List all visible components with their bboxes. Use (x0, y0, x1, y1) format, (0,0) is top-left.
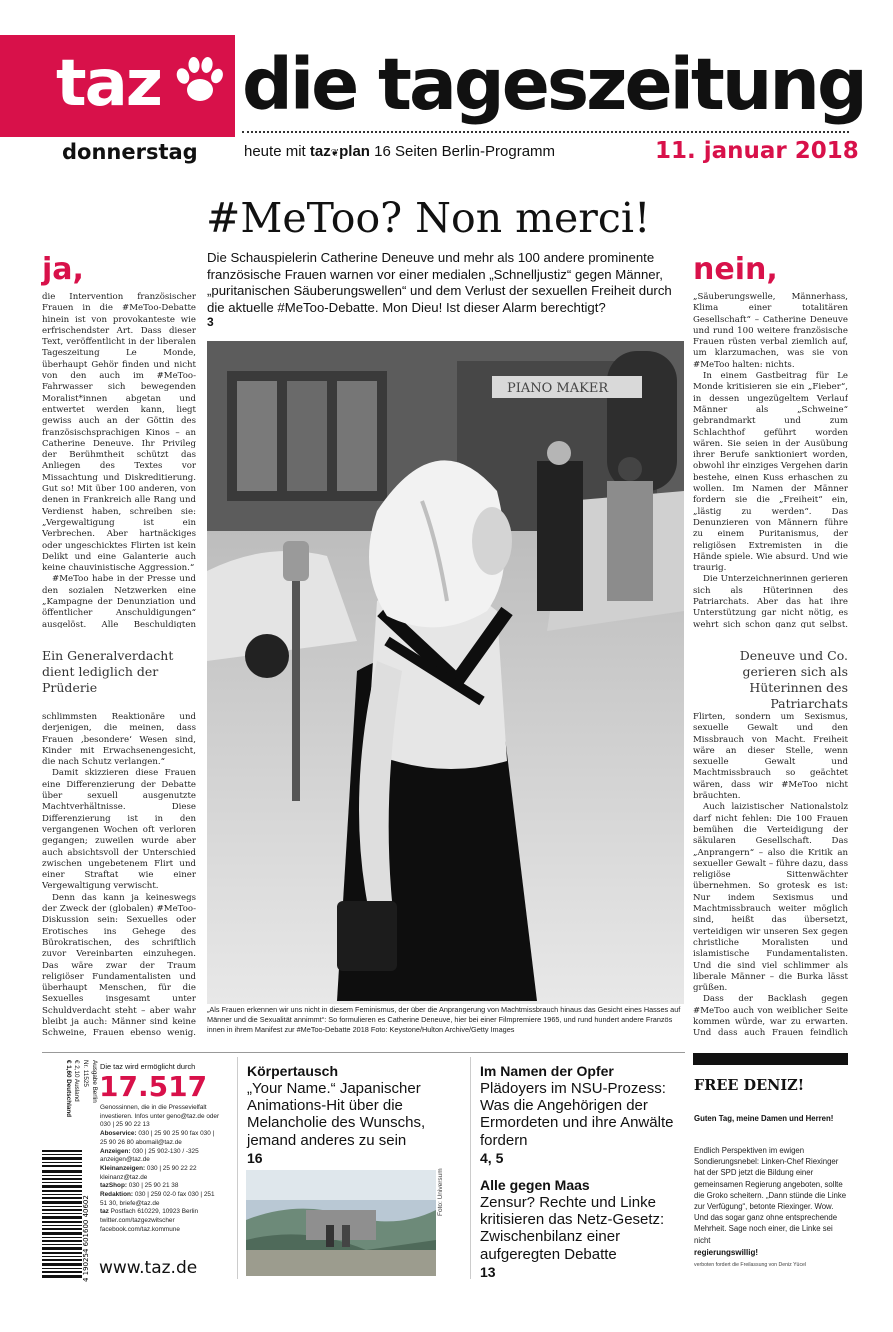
promo-brand-plan: plan (339, 143, 370, 160)
promo-brand: taz (309, 143, 331, 160)
caption-text: „Als Frauen erkennen wir uns nicht in diesem Feminismus, der über die Anprangerung von Machtmissbrauch hinaus das Gesicht eines Hasses auf Männer und die Sexualität annimmt“: So formulieren es Catherine Deneuve, hier bei einer Filmpremiere 1965, und rund hundert andere Französ innen in ihrem Manifest zur #MeToo-Debatte 2018 (207, 1005, 681, 1034)
nein-paragraph: Die Unterzeichnerinnen gerieren sich als Hüterinnen des Patriarchats. Aber das hat ihre Unterstützung gar nicht nötig, es wehrt sich schon ganz gut selbst. (693, 574, 848, 628)
edition-line: € 1,60 Deutschland (64, 1060, 72, 1118)
imprint-text: Genossinnen, die in die Pressevielfalt investieren. Infos unter geno@taz.de oder 030 | 25 90 22 13 (100, 1104, 220, 1129)
ja-paragraph: Damit skizzieren diese Frauen eine Differenzierung der Debatte über sexuell ausgenutzte Machtverhältnisse. Diese Differenzierung ist in den vergangenen Wochen oft verloren gegangen; zuweilen wurde aber auch absichtsvoll der Unterschied zwischen ungebetenem Flirt und einer Straftat wie einer Vergewaltigung verwischt. (42, 768, 196, 892)
ja-heading: ja, (42, 252, 84, 287)
imprint-line (100, 1191, 220, 1208)
imprint-text: 030 | 25 90 22 22 kleinanz@taz.de (100, 1164, 197, 1181)
teaser-page: 16 (247, 1149, 263, 1166)
bottom-divider (42, 1052, 685, 1053)
ja-paragraph: Denn das kann ja keineswegs der Zweck der (globalen) #MeToo-Diskussion sein: Sexuelles oder Erotisches ins Gehege des Bürokratischen, des schriftlich zuvor Vereinbarten einzuhegen. Das wäre zwar der Traum religiöser Fundamentalisten und überhaupt Menschen, für die Sexuelles insgesamt unter Schuldverdacht steht – aber wahr bleibt ja auch: Männer sind keine Schweine, Frauen ebenso wenig. (42, 892, 196, 1039)
edition-line: Nr. 11525 (82, 1060, 90, 1087)
imprint-line (100, 1208, 220, 1234)
imprint-text: 030 | 25 902-130 / -325 anzeigen@taz.de (100, 1147, 199, 1164)
teaser-body: „Your Name.“ Japanischer Animations-Hit über die Melancholie des Wunschs, jemand anderes zu sein (247, 1080, 426, 1149)
deniz-greeting: Guten Tag, meine Damen und Herren! (694, 1114, 834, 1123)
nein-paragraph: „Säuberungswelle, Männerhass, Klima einer totalitären Gesellschaft“ – Catherine Deneuve und rund 100 weitere französische Frauen rüsten verbal ziemlich auf, um klarzumachen, was sie von #MeToo halten: nichts. (693, 292, 848, 370)
teaser-kicker: Im Namen der Opfer (480, 1063, 614, 1079)
lead-page-ref[interactable]: 3 (207, 315, 214, 329)
deniz-sign: regierungswillig! (694, 1248, 759, 1257)
weekday: donnerstag (62, 140, 198, 164)
imprint-line (100, 1130, 220, 1147)
website-link[interactable]: www.taz.de (99, 1258, 198, 1278)
teaser-kicker: Körpertausch (247, 1063, 339, 1079)
imprint-line (100, 1165, 220, 1182)
promo-prefix: heute mit (244, 143, 310, 160)
imprint-label: Anzeigen: (100, 1147, 131, 1155)
edition-info (0, 1060, 98, 1185)
newspaper-title: die tageszeitung (242, 43, 865, 126)
imprint-text: 030 | 25 90 21 38 (128, 1182, 179, 1190)
masthead-divider (242, 131, 849, 133)
teaser-divider (237, 1057, 238, 1279)
imprint-line (100, 1182, 220, 1191)
imprint-label: Redaktion: (100, 1191, 134, 1199)
photo-sign: PIANO MAKER (507, 381, 609, 396)
nein-paragraph: Flirten, sondern um Sexismus, sexuelle Gewalt und den Missbrauch von Macht. Freiheit wäre an dieser Stelle, wenn sexuelle Gewalt und Machtmissbrauch so geächtet wären, dass wir #MeToo nicht bräuchten. (693, 712, 848, 802)
photo-credit: Foto: Keystone/Hulton Archive/Getty Images (370, 1025, 515, 1034)
teaser-body: Plädoyers im NSU-Prozess: Was die Angehörigen der Ermordeten und ihre Anwälte fordern (480, 1080, 674, 1149)
paw-small-icon: ❦ (330, 148, 340, 159)
ja-subhead: Ein Generalverdacht dient lediglich der Prüderie (42, 648, 174, 695)
free-deniz-title: FREE DENIZ! (694, 1077, 805, 1094)
nein-subhead: Deneuve und Co. gerieren sich als Hüterinnen des Patriarchats (739, 648, 848, 711)
nein-heading: nein, (693, 252, 778, 287)
imprint-line (100, 1148, 220, 1165)
teaser-image-credit: Foto: Universum (437, 1168, 444, 1216)
nein-column-bottom (693, 712, 848, 1040)
imprint-label: Kleinanzeigen: (100, 1164, 146, 1172)
deniz-bar (693, 1053, 848, 1065)
teaser-koerpertausch[interactable] (247, 1063, 462, 1167)
teaser-page: 13 (480, 1263, 496, 1280)
photo-caption (207, 1005, 684, 1035)
teaser-page: 4, 5 (480, 1149, 504, 1166)
nein-column-top (693, 292, 848, 628)
taz-logo[interactable]: taz (56, 47, 162, 121)
nein-paragraph: Auch laizistischer Nationalstolz darf nicht fehlen: Die 100 Frauen bemühen die Verteidigung der säkularen Gesellschaft. Das „Anprangern“ – also die Kritik an sexueller Gewalt – führe dazu, dass religiöse Sittenwächter übernehmen. So grotesk es ist: Nur indem Sexismus und Machtmissbrauch weiter möglich sind, heißt das übersetzt, verteidigen wir unseren Sex gegen christliche Moralisten und islamistische Fundamentalisten. Und die sind viel schlimmer als liberale Männer – die Burka lässt grüßen. (693, 802, 848, 994)
teaser-body: Zensur? Rechte und Linke kritisieren das Netz-Gesetz: Zwischenbilanz einer aufgeregten Debatte (480, 1194, 665, 1263)
ja-column-bottom (42, 712, 196, 1040)
imprint-label: taz (100, 1208, 109, 1216)
imprint-text: Postfach 610229, 10923 Berlin twitter.com/tazgezwitscher facebook.com/taz.kommune (100, 1208, 199, 1233)
teaser-image[interactable] (246, 1170, 436, 1276)
imprint-label: Aboservice: (100, 1130, 137, 1138)
promo-suffix: 16 Seiten Berlin-Programm (369, 143, 556, 160)
edition-line: € 2,10 Ausland (73, 1060, 81, 1102)
barcode-digits: 4 190254 601600 40602 (82, 1195, 90, 1282)
lead-text: Die Schauspielerin Catherine Deneuve und mehr als 100 andere prominente französische Frauen warnen vor einer medialen „Schnelljustiz“ gegen Männer, „puritanischen Säuberungswellen“ und dem Verlust der sexuellen Freiheit durch die aktuelle #MeToo-Debatte. Mon Dieu! Ist dieser Alarm berechtigt? (207, 250, 672, 315)
nein-paragraph: Dass der Backlash gegen #MeToo auch von weiblicher Seite kommen würde, war zu erwarten. Und dass auch Frauen feindlich (693, 994, 848, 1039)
promo-line (244, 142, 555, 164)
ja-paragraph: #MeToo habe in der Presse und den sozialen Netzwerken eine „Kampagne der Denunziation und öffentlicher Anschuldigungen“ ausgelöst. Alle Beschuldigten (42, 574, 196, 628)
main-photo[interactable] (207, 341, 684, 1004)
deniz-note: verboten fordert die Freilassung von Deniz Yücel (694, 1262, 807, 1268)
teaser-maas[interactable] (480, 1177, 690, 1281)
ja-paragraph: die Intervention französischer Frauen in die #MeToo-Debatte hinein ist von provokanteste wie erfrischendster Art. Dass dieser Text, veröffentlicht in der liberalen Tageszeitung Le Monde, überhaupt Gehör finden und nicht von den auch im #MeToo-Fahrwasser sich bewegenden Moralist*innen abgetan und entwertet werden kann, liegt gewiss auch an der Göttin des französischsprachigen Kinos – an Catherine Deneuve. Ihr Privileg der Berühmtheit schützt das Anliegen des Textes vor Missachtung und Diskreditierung. Gut so! Mit über 100 anderen, von denen in Frankreich alle Rang und Verdienst haben, schreiben sie: „Vergewaltigung ist ein Verbrechen. Aber hartnäckiges oder ungeschicktes Flirten ist kein Delikt und eine Galanterie auch keine chauvinistische Aggression.“ (42, 292, 196, 574)
ja-column-top (42, 292, 196, 628)
supporter-count: 17.517 (99, 1070, 208, 1103)
imprint-label: tazShop: (100, 1182, 127, 1190)
imprint (100, 1104, 220, 1235)
teaser-nsu[interactable] (480, 1063, 690, 1167)
imprint-text: 030 | 259 02-0 fax 030 | 251 51 30, briefe@taz.de (100, 1191, 215, 1207)
support-intro: Die taz wird ermöglicht durch (100, 1062, 196, 1071)
main-headline[interactable]: #MeToo? Non merci! (206, 194, 651, 242)
imprint-line (100, 1104, 220, 1130)
ja-paragraph: schlimmsten Reaktionäre und derjenigen, die meinen, dass Frauen ‚besondere‘ Wesen sind, Kinder mit Erwachsenengesicht, die nach Schutz verlangen.“ (42, 712, 196, 768)
deniz-text: Endlich Perspektiven im ewigen Sondierungsnebel: Linken-Chef Riexinger hat der SPD jetzt die Bildung einer gemeinsamen Regierung angeboten, sollte die Groko scheitern. „Dann stünde die Linke zur Verfügung“, betonte Riexinger. Wow. Und das sogar ganz ohne entsprechende Mehrheit. Sage noch einer, die Linke sei nicht (694, 1146, 847, 1245)
imprint-text: 030 | 25 90 25 90 fax 030 | 25 90 26 80 abomail@taz.de (100, 1130, 215, 1146)
issue-date: 11. januar 2018 (655, 138, 859, 164)
teaser-divider (470, 1057, 471, 1279)
paw-icon (170, 52, 228, 110)
nein-paragraph: In einem Gastbeitrag für Le Monde kritisieren sie ein „Fieber“, in dessen ungezügeltem Verlauf Männer als „Schweine“ gebrandmarkt und zum Schlachthof geführt worden wären. Sie seien in der Ausübung ihrer Berufe sanktioniert worden, obwohl ihr einziges Vergehen darin bestehe, einen Kuss erhaschen zu wollen. Im Namen der Männer fordern sie die „Freiheit“ ein, „lästig zu werden“. Das Denunzieren von Männern führe zu einem Puritanismus, der religiösen Extremisten in die Hände spiele. Wie absurd. Und wie traurig. (693, 371, 848, 574)
teaser-kicker: Alle gegen Maas (480, 1177, 590, 1193)
edition-line: Ausgabe Berlin (91, 1060, 98, 1103)
